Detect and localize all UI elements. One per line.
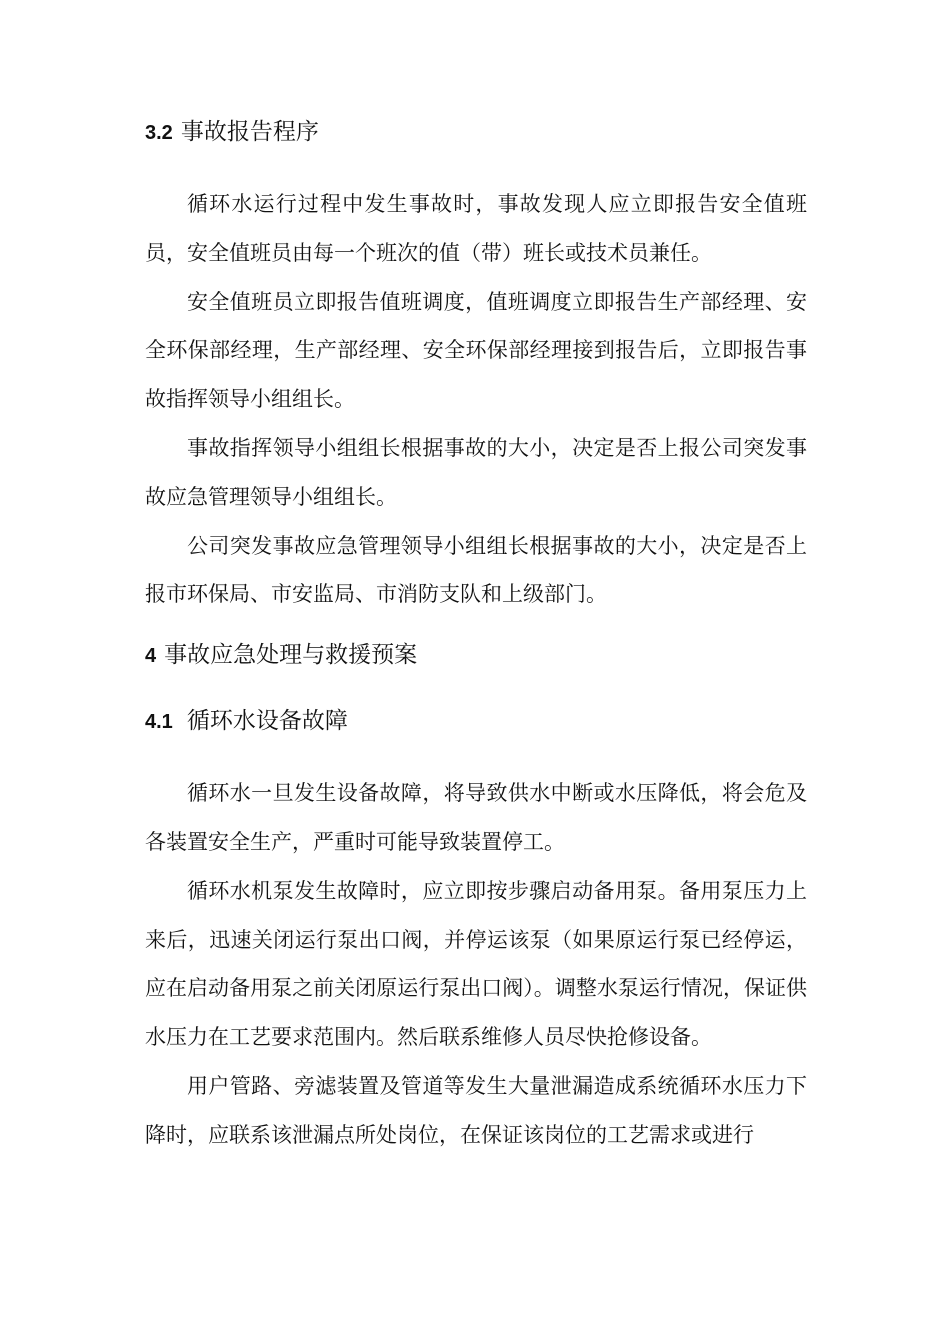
section-4-title: 事故应急处理与救援预案 bbox=[164, 642, 418, 669]
paragraph-3-2-1: 循环水运行过程中发生事故时，事故发现人应立即报告安全值班员，安全值班员由每一个班次的值（带）班长或技术员兼任。 bbox=[145, 192, 807, 265]
section-4-1-heading bbox=[145, 701, 807, 742]
section-4-heading bbox=[145, 635, 807, 676]
paragraph-3-2-4: 公司突发事故应急管理领导小组组长根据事故的大小，决定是否上报市环保局、市安监局、市消防支队和上级部门。 bbox=[145, 533, 807, 607]
paragraph-4-1-3: 用户管路、旁滤装置及管道等发生大量泄漏造成系统循环水压力下降时，应联系该泄漏点所处岗位，在保证该岗位的工艺需求或进行 bbox=[145, 1073, 807, 1147]
paragraph-3-2-2: 安全值班员立即报告值班调度，值班调度立即报告生产部经理、安全环保部经理，生产部经理、安全环保部经理接到报告后，立即报告事故指挥领导小组组长。 bbox=[145, 289, 807, 412]
section-4-1-number: 4.1 bbox=[145, 711, 173, 734]
section-4-number: 4 bbox=[145, 645, 157, 668]
paragraph-3-2-3: 事故指挥领导小组组长根据事故的大小，决定是否上报公司突发事故应急管理领导小组组长。 bbox=[145, 435, 807, 509]
section-3-2-heading bbox=[145, 112, 807, 153]
section-3-2-title: 事故报告程序 bbox=[180, 119, 319, 145]
section-4-1-title: 循环水设备故障 bbox=[186, 708, 348, 735]
document-body bbox=[145, 112, 807, 1160]
section-3-2-number: 3.2 bbox=[145, 122, 173, 144]
paragraph-4-1-2: 循环水机泵发生故障时，应立即按步骤启动备用泵。备用泵压力上来后，迅速关闭运行泵出口阀，并停运该泵（如果原运行泵已经停运，应在启动备用泵之前关闭原运行泵出口阀）。调整水泵运行情况，保证供水压力在工艺要求范围内。然后联系维修人员尽快抢修设备。 bbox=[145, 878, 807, 1050]
paragraph-4-1-1: 循环水一旦发生设备故障，将导致供水中断或水压降低，将会危及各装置安全生产，严重时可能导致装置停工。 bbox=[145, 781, 807, 854]
